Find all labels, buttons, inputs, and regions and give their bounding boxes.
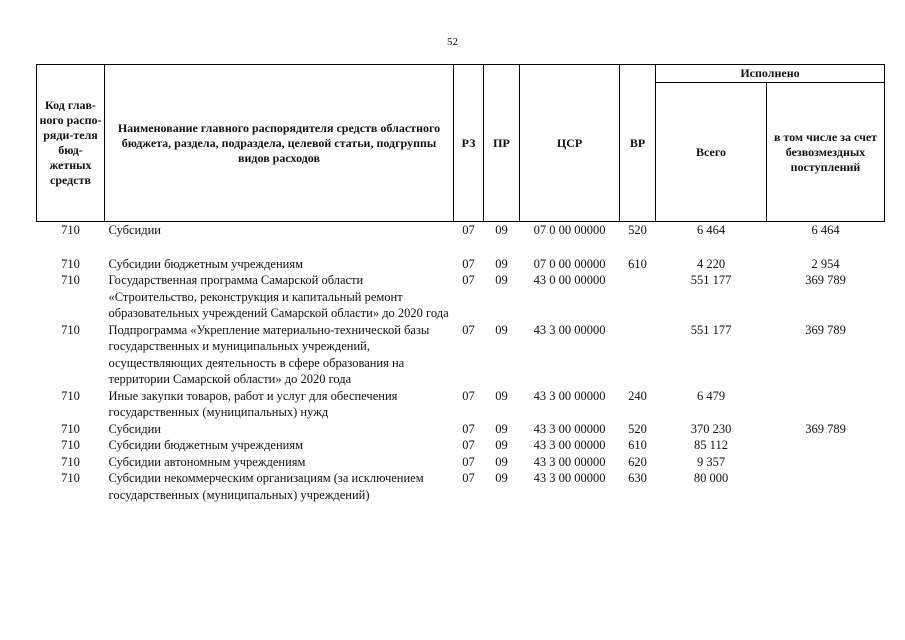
cell-csr: 43 3 00 00000 (533, 454, 606, 469)
cell-csr: 43 3 00 00000 (533, 438, 606, 452)
header-vsego: Всего (656, 83, 767, 222)
cell-kod: 710 (61, 438, 80, 452)
cell-name: Субсидии (108, 421, 161, 436)
cell-csr: 43 3 00 00000 (533, 388, 606, 403)
table-row (37, 454, 885, 471)
cell-vsego: 6 479 (696, 388, 726, 403)
cell-vtch: 369 789 (805, 322, 846, 337)
cell-kod: 710 (61, 322, 80, 337)
cell-vtch (767, 437, 885, 454)
cell-pr: 09 (495, 273, 508, 287)
cell-name: Субсидии (108, 223, 161, 237)
cell-rz: 07 (462, 388, 475, 403)
cell-vr (620, 272, 656, 322)
cell-csr: 43 3 00 00000 (533, 322, 606, 337)
header-ispolneno: Исполнено (656, 65, 885, 83)
cell-pr: 09 (495, 388, 508, 403)
cell-csr: 43 0 00 00000 (533, 273, 606, 287)
cell-pr: 09 (495, 471, 508, 485)
table-row (37, 470, 885, 503)
cell-rz: 07 (462, 273, 475, 287)
cell-vr: 610 (628, 256, 647, 271)
cell-rz: 07 (462, 223, 475, 237)
cell-vsego: 551 177 (690, 273, 732, 287)
cell-pr: 09 (495, 256, 508, 271)
cell-vtch: 2 954 (811, 256, 840, 271)
cell-vr (620, 322, 656, 388)
cell-vtch (767, 388, 885, 421)
cell-pr: 09 (495, 438, 508, 452)
cell-pr: 09 (495, 454, 508, 469)
table-row (37, 272, 885, 322)
cell-rz: 07 (462, 438, 475, 452)
table-row (37, 322, 885, 388)
cell-rz: 07 (462, 256, 475, 271)
cell-vsego: 4 220 (696, 256, 726, 271)
row-spacer (37, 239, 885, 256)
cell-vr: 520 (628, 421, 647, 436)
cell-pr: 09 (495, 421, 508, 436)
page-number: 52 (447, 36, 458, 48)
cell-vr: 620 (628, 454, 647, 469)
cell-rz: 07 (462, 454, 475, 469)
table-row (37, 437, 885, 454)
header-csr: ЦСР (520, 65, 620, 222)
cell-vsego: 9 357 (696, 454, 726, 469)
cell-pr: 09 (495, 223, 508, 237)
cell-vtch: 6 464 (811, 223, 840, 237)
cell-vsego: 80 000 (693, 471, 729, 485)
cell-kod: 710 (61, 256, 80, 271)
cell-name: Субсидии автономным учреждениям (108, 454, 306, 469)
header-pr: ПР (484, 65, 520, 222)
header-vtch: в том числе за счет безвозмездных поступлений (767, 83, 885, 222)
cell-name: Субсидии некоммерческим организациям (за исключением государственных (муниципальных) учреждений) (108, 471, 424, 502)
cell-kod: 710 (61, 421, 80, 436)
cell-kod: 710 (61, 223, 80, 237)
cell-name: Субсидии бюджетным учреждениям (108, 256, 304, 271)
cell-name: Государственная программа Самарской области «Строительство, реконструкция и капитальный ремонт образовательных учреждений Самарской области» до 2020 года (108, 273, 449, 320)
cell-name: Подпрограмма «Укрепление материально-технической базы государственных и муниципальных учреждений, осуществляющих деятельность в сфере образования на территории Самарской области» до 2020 года (108, 322, 430, 386)
header-kod: Код глав-ного распо-ряди-теля бюд-жетных средств (37, 65, 105, 222)
cell-kod: 710 (61, 454, 80, 469)
header-vr: ВР (620, 65, 656, 222)
cell-kod: 710 (61, 388, 80, 403)
cell-csr: 07 0 00 00000 (533, 256, 606, 271)
cell-vtch: 369 789 (805, 273, 846, 287)
cell-csr: 43 3 00 00000 (533, 421, 606, 436)
cell-vsego: 370 230 (690, 421, 732, 436)
cell-vr: 630 (628, 471, 647, 485)
budget-table (36, 64, 885, 503)
cell-vr: 520 (628, 223, 647, 237)
table-row (37, 421, 885, 438)
header-rz: РЗ (454, 65, 484, 222)
cell-vr: 610 (628, 438, 647, 452)
cell-name: Иные закупки товаров, работ и услуг для обеспечения государственных (муниципальных) нужд (108, 388, 398, 419)
cell-rz: 07 (462, 421, 475, 436)
table-row (37, 388, 885, 421)
cell-rz: 07 (462, 471, 475, 485)
cell-vsego: 85 112 (694, 438, 728, 452)
cell-name: Субсидии бюджетным учреждениям (108, 438, 304, 452)
cell-vsego: 551 177 (690, 322, 732, 337)
cell-vr: 240 (628, 388, 647, 403)
cell-pr: 09 (495, 322, 508, 337)
cell-csr: 43 3 00 00000 (533, 471, 606, 485)
table-row (37, 222, 885, 239)
cell-kod: 710 (61, 471, 80, 485)
cell-vsego: 6 464 (696, 223, 726, 237)
cell-vtch: 369 789 (805, 421, 846, 436)
cell-rz: 07 (462, 322, 475, 337)
header-name: Наименование главного распорядителя средств областного бюджета, раздела, подраздела, целевой статьи, подгруппы видов расходов (105, 65, 454, 222)
cell-csr: 07 0 00 00000 (533, 223, 606, 237)
table-row (37, 256, 885, 273)
cell-kod: 710 (61, 273, 80, 287)
cell-vtch (767, 470, 885, 503)
cell-vtch (767, 454, 885, 471)
